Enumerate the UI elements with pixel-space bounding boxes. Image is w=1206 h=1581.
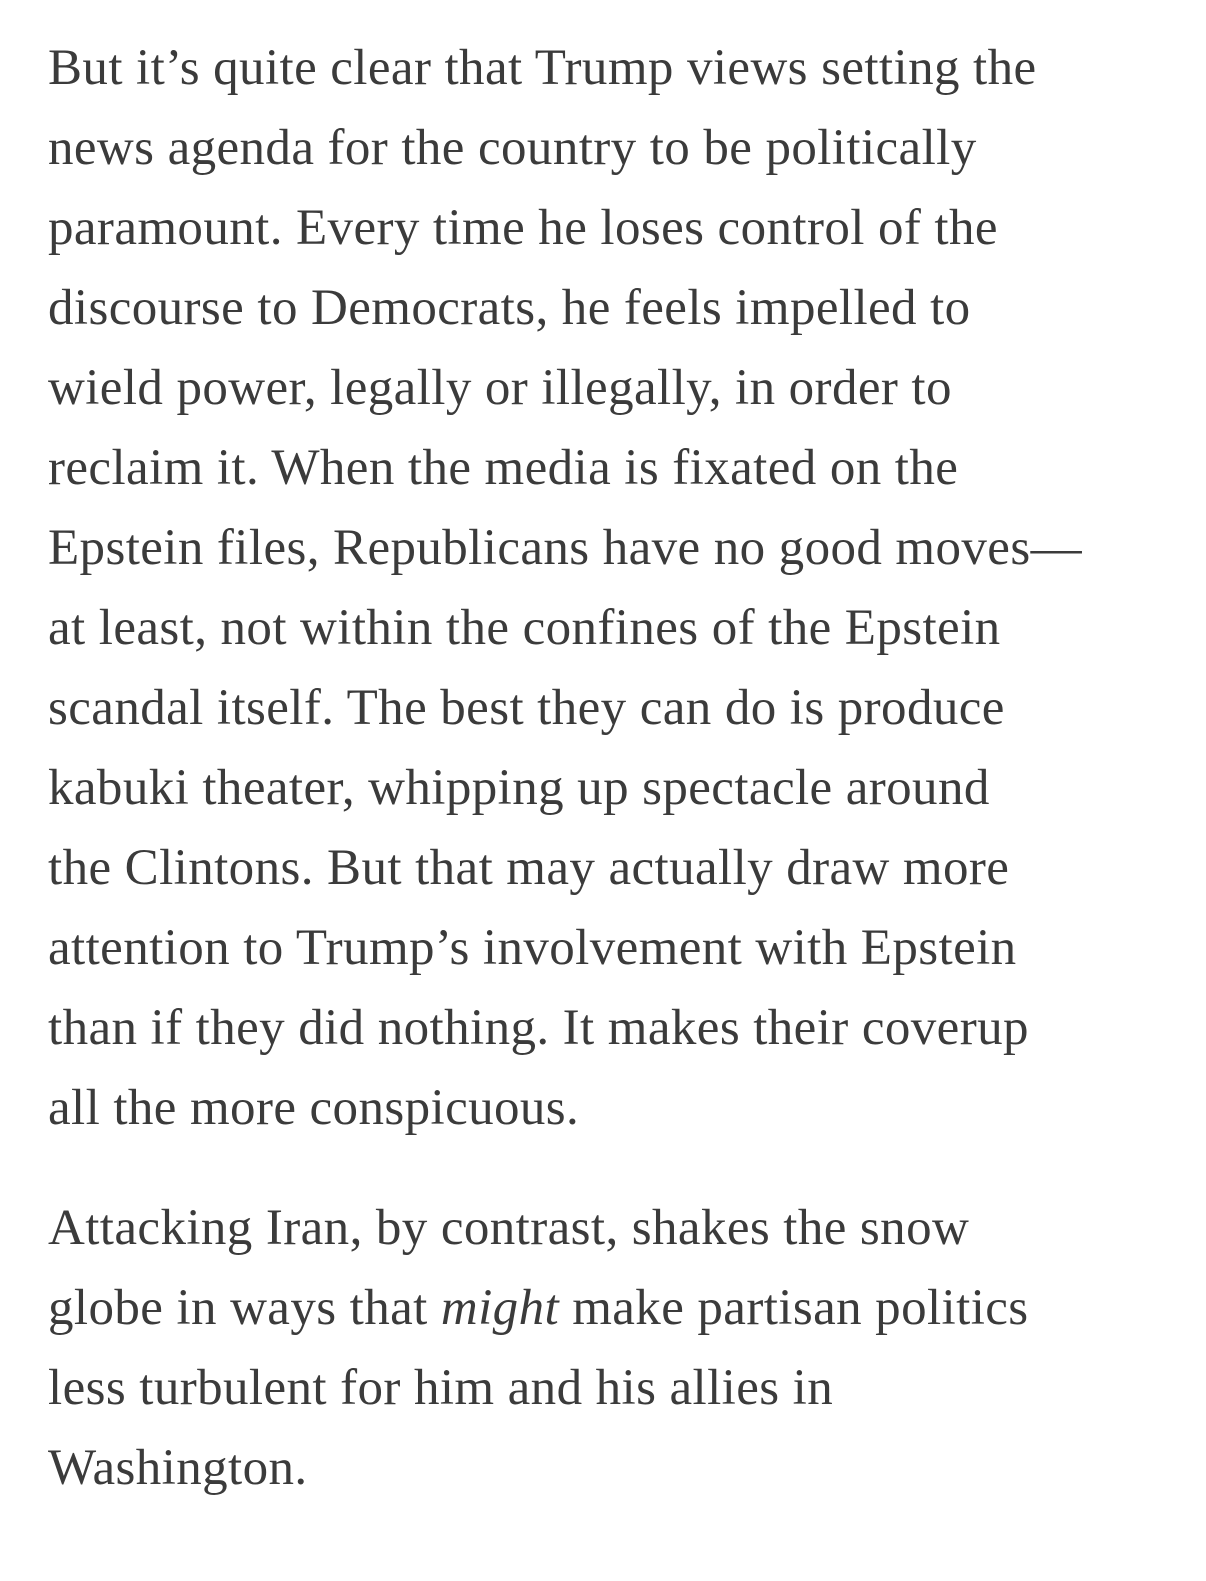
text-line: all the more conspicuous. xyxy=(48,1080,580,1136)
text-line: than if they did nothing. It makes their coverup xyxy=(48,1000,1029,1056)
text-line: wield power, legally or illegally, in order to xyxy=(48,360,952,416)
text-line: scandal itself. The best they can do is produce xyxy=(48,680,1005,736)
text-line: less turbulent for him and his allies in xyxy=(48,1360,834,1416)
paragraph xyxy=(48,1188,1178,1508)
text-line: the Clintons. But that may actually draw more xyxy=(48,840,1010,896)
text-line: attention to Trump’s involvement with Epstein xyxy=(48,920,1017,976)
text-line: at least, not within the confines of the Epstein xyxy=(48,600,1001,656)
text-line: reclaim it. When the media is fixated on the xyxy=(48,440,959,496)
text-line: Epstein files, Republicans have no good moves— xyxy=(48,520,1082,576)
text-line: Washington. xyxy=(48,1440,308,1496)
paragraph xyxy=(48,28,1178,1148)
text-line: But it’s quite clear that Trump views setting the xyxy=(48,40,1037,96)
text-line xyxy=(48,1268,1178,1348)
text-line: paramount. Every time he loses control of the xyxy=(48,200,998,256)
text-segment: make partisan politics xyxy=(559,1280,1029,1336)
text-line: kabuki theater, whipping up spectacle around xyxy=(48,760,990,816)
article-body xyxy=(48,28,1178,1548)
text-segment: globe in ways that xyxy=(48,1280,441,1336)
text-line: news agenda for the country to be politically xyxy=(48,120,977,176)
emphasized-word: might xyxy=(440,1280,560,1336)
text-line: Attacking Iran, by contrast, shakes the snow xyxy=(48,1200,970,1256)
text-line: discourse to Democrats, he feels impelled to xyxy=(48,280,971,336)
